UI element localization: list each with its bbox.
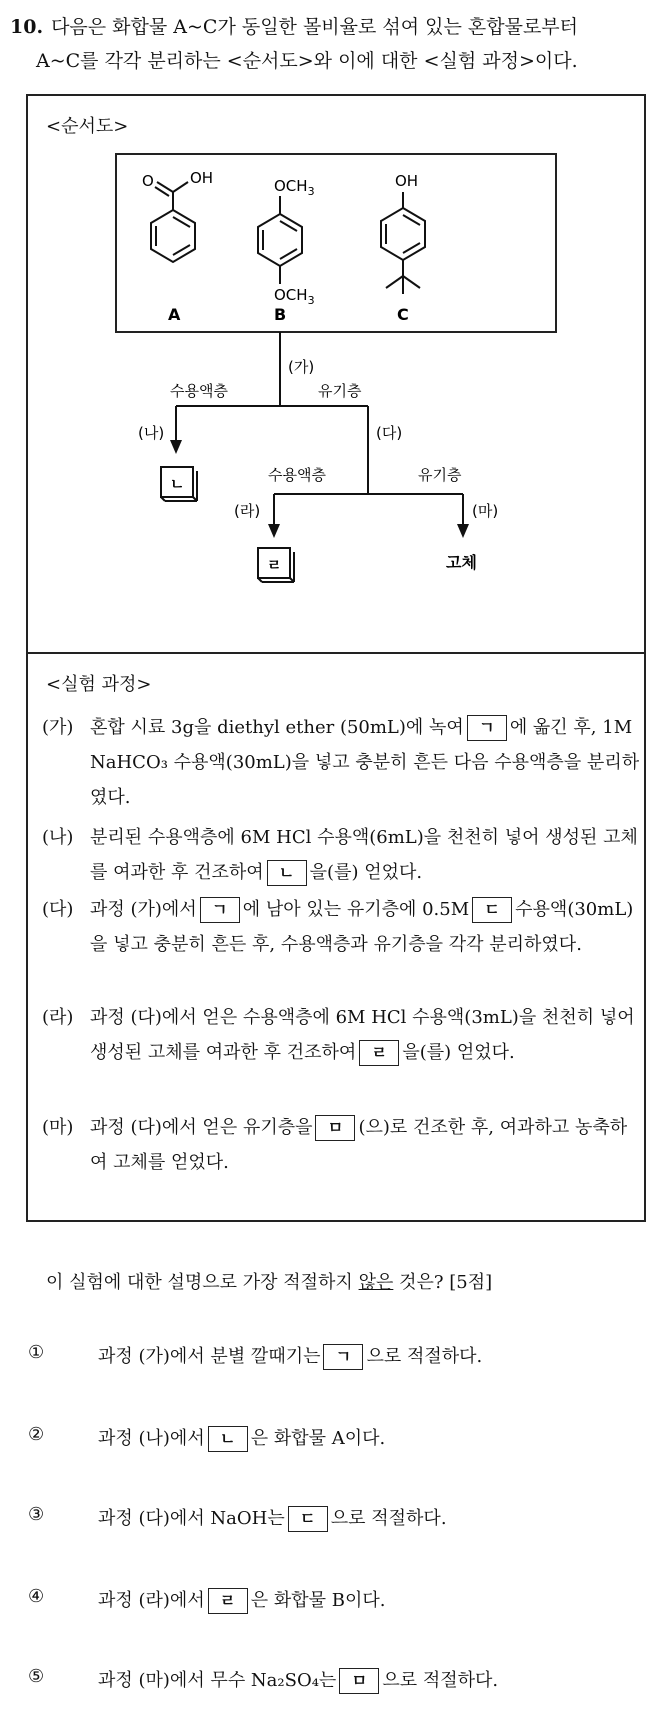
step-da-label: (다) xyxy=(376,424,403,442)
step-ga-label: (가) xyxy=(288,358,315,376)
underlined-word: 않은 xyxy=(358,1272,394,1293)
product-ra: ㄹ xyxy=(267,556,282,574)
procedure-step-ma: (마) 과정 (다)에서 얻은 유기층을 ㅁ (으)로 건조한 후, 여과하고 농축하여 고체를 얻었다. xyxy=(42,1117,628,1173)
aqueous-layer-1: 수용액층 xyxy=(170,382,228,400)
compound-box xyxy=(116,154,556,332)
procedure-label: <실험 과정> xyxy=(46,674,152,695)
step-ma-label: (마) xyxy=(472,502,499,520)
compound-b-bottom: $OCH_3$ xyxy=(274,286,315,307)
procedure-step-ga: (가) 혼합 시료 3g을 diethyl ether (50mL)에 녹여 ㄱ 에 옮긴 후, 1M NaHCO₃ 수용액(30mL)을 넣고 충분히 흔든 다음 수용액층을 분리하였다. xyxy=(42,717,640,808)
question-number: 10. xyxy=(10,16,44,38)
procedure-step-da: (다) 과정 (가)에서 ㄱ 에 남아 있는 유기층에 0.5M ㄷ 수용액(30mL)을 넣고 충분히 흔든 후, 수용액층과 유기층을 각각 분리하였다. xyxy=(42,899,634,955)
svg-text:O: O xyxy=(142,172,154,190)
figure-box xyxy=(26,94,646,1222)
organic-layer-1: 유기층 xyxy=(318,382,362,400)
section-divider xyxy=(28,652,644,654)
compound-a-structure xyxy=(151,182,195,262)
compound-c-oh: OH xyxy=(395,172,419,190)
procedure-step-na: (나) 분리된 수용액층에 6M HCl 수용액(6mL)을 천천히 넣어 생성된 고체를 여과한 후 건조하여 ㄴ 을(를) 얻었다. xyxy=(42,820,642,890)
compound-c-structure xyxy=(381,192,425,294)
compound-b-top: $OCH_3$ xyxy=(274,177,315,198)
question-prompt: 이 실험에 대한 설명으로 가장 적절하지 않은 것은? [5점] xyxy=(46,1272,493,1293)
box-mieum: ㅁ xyxy=(315,1115,355,1141)
product-ma: 고체 xyxy=(446,553,477,572)
box-giyeok: ㄱ xyxy=(467,715,507,741)
compound-a-letter: A xyxy=(168,305,181,324)
compound-a-oh: OH xyxy=(190,169,214,187)
aqueous-layer-2: 수용액층 xyxy=(268,466,326,484)
box-rieul: ㄹ xyxy=(359,1040,399,1066)
product-na: ㄴ xyxy=(170,475,185,493)
box-digeut: ㄷ xyxy=(472,897,512,923)
compound-b-letter: B xyxy=(274,305,287,324)
box-nieun: ㄴ xyxy=(267,860,307,886)
compound-c-letter: C xyxy=(397,305,409,324)
flowchart-diagram xyxy=(28,96,644,646)
step-na-label: (나) xyxy=(138,424,165,442)
organic-layer-2: 유기층 xyxy=(418,466,462,484)
question-line1: 다음은 화합물 A~C가 동일한 몰비율로 섞여 있는 혼합물로부터 xyxy=(51,16,579,38)
question-line2: A~C를 각각 분리하는 <순서도>와 이에 대한 <실험 과정>이다. xyxy=(36,50,578,72)
box-giyeok-2: ㄱ xyxy=(200,897,240,923)
question-stem xyxy=(10,10,650,78)
compound-b-structure xyxy=(258,196,302,284)
procedure-step-ra: (라) 과정 (다)에서 얻은 수용액층에 6M HCl 수용액(3mL)을 천천히 넣어 생성된 고체를 여과한 후 건조하여 ㄹ 을(를) 얻었다. xyxy=(42,1000,642,1070)
step-ra-label: (라) xyxy=(234,502,261,520)
flowchart-label: <순서도> xyxy=(46,116,129,137)
